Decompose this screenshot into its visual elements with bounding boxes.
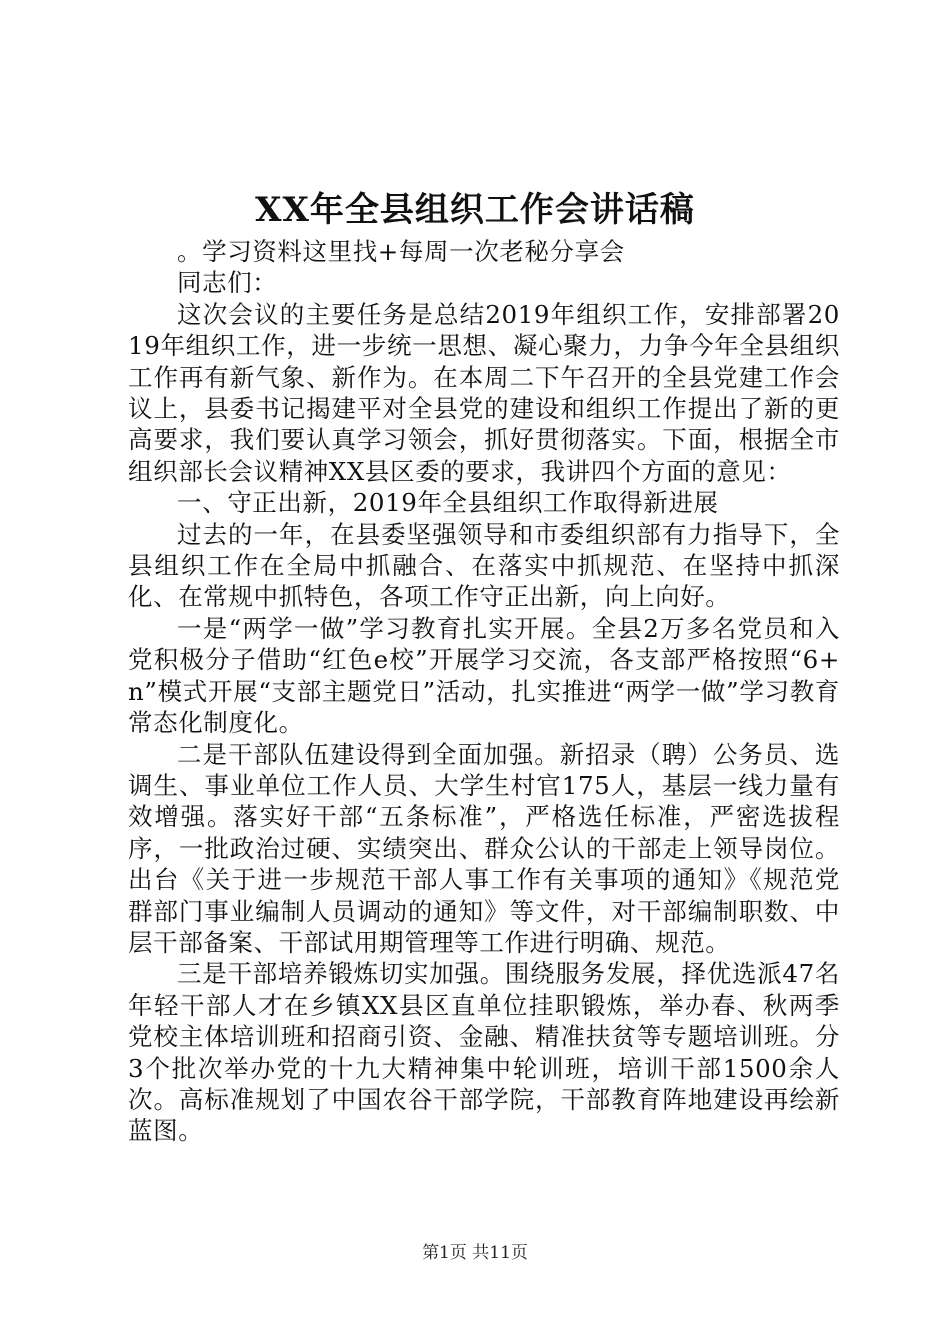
document-body [128, 236, 840, 1147]
paragraph: 一是“两学一做”学习教育扎实开展。全县2万多名党员和入党积极分子借助“红色e校”开展学习交流，各支部严格按照“6+n”模式开展“支部主题党日”活动，扎实推进“两学一做”学习教育常态化制度化。 [128, 613, 840, 738]
paragraph: 三是干部培养锻炼切实加强。围绕服务发展，择优选派47名年轻干部人才在乡镇XX县区直单位挂职锻炼，举办春、秋两季党校主体培训班和招商引资、金融、精准扶贫等专题培训班。分3个批次举办党的十九大精神集中轮训班，培训干部1500余人次。高标准规划了中国农谷干部学院，干部教育阵地建设再绘新蓝图。 [128, 959, 840, 1146]
salutation: 同志们： [177, 268, 278, 298]
paragraph: 过去的一年，在县委坚强领导和市委组织部有力指导下，全县组织工作在全局中抓融合、在落实中抓规范、在坚持中抓深化、在常规中抓特色，各项工作守正出新，向上向好。 [128, 519, 840, 612]
paragraph: 这次会议的主要任务是总结2019年组织工作，安排部署2019年组织工作，进一步统一思想、凝心聚力，力争今年全县组织工作再有新气象、新作为。在本周二下午召开的全县党建工作会议上，县委书记揭建平对全县党的建设和组织工作提出了新的更高要求，我们要认真学习领会，抓好贯彻落实。下面，根据全市组织部长会议精神XX县区委的要求，我讲四个方面的意见： [128, 299, 840, 486]
page-footer: 第1页 共11页 [422, 1243, 528, 1263]
section-heading: 一、守正出新，2019年全县组织工作取得新进展 [177, 488, 719, 518]
page-title: XX年全县组织工作会讲话稿 [255, 190, 695, 230]
paragraph: 二是干部队伍建设得到全面加强。新招录（聘）公务员、选调生、事业单位工作人员、大学生村官175人，基层一线力量有效增强。落实好干部“五条标准”，严格选任标准，严密选拔程序，一批政治过硬、实绩突出、群众公认的干部走上领导岗位。出台《关于进一步规范干部人事工作有关事项的通知》《规范党群部门事业编制人员调动的通知》等文件，对干部编制职数、中层干部备案、干部试用期管理等工作进行明确、规范。 [128, 739, 840, 957]
intro-line: 。学习资料这里找+每周一次老秘分享会 [177, 237, 625, 266]
